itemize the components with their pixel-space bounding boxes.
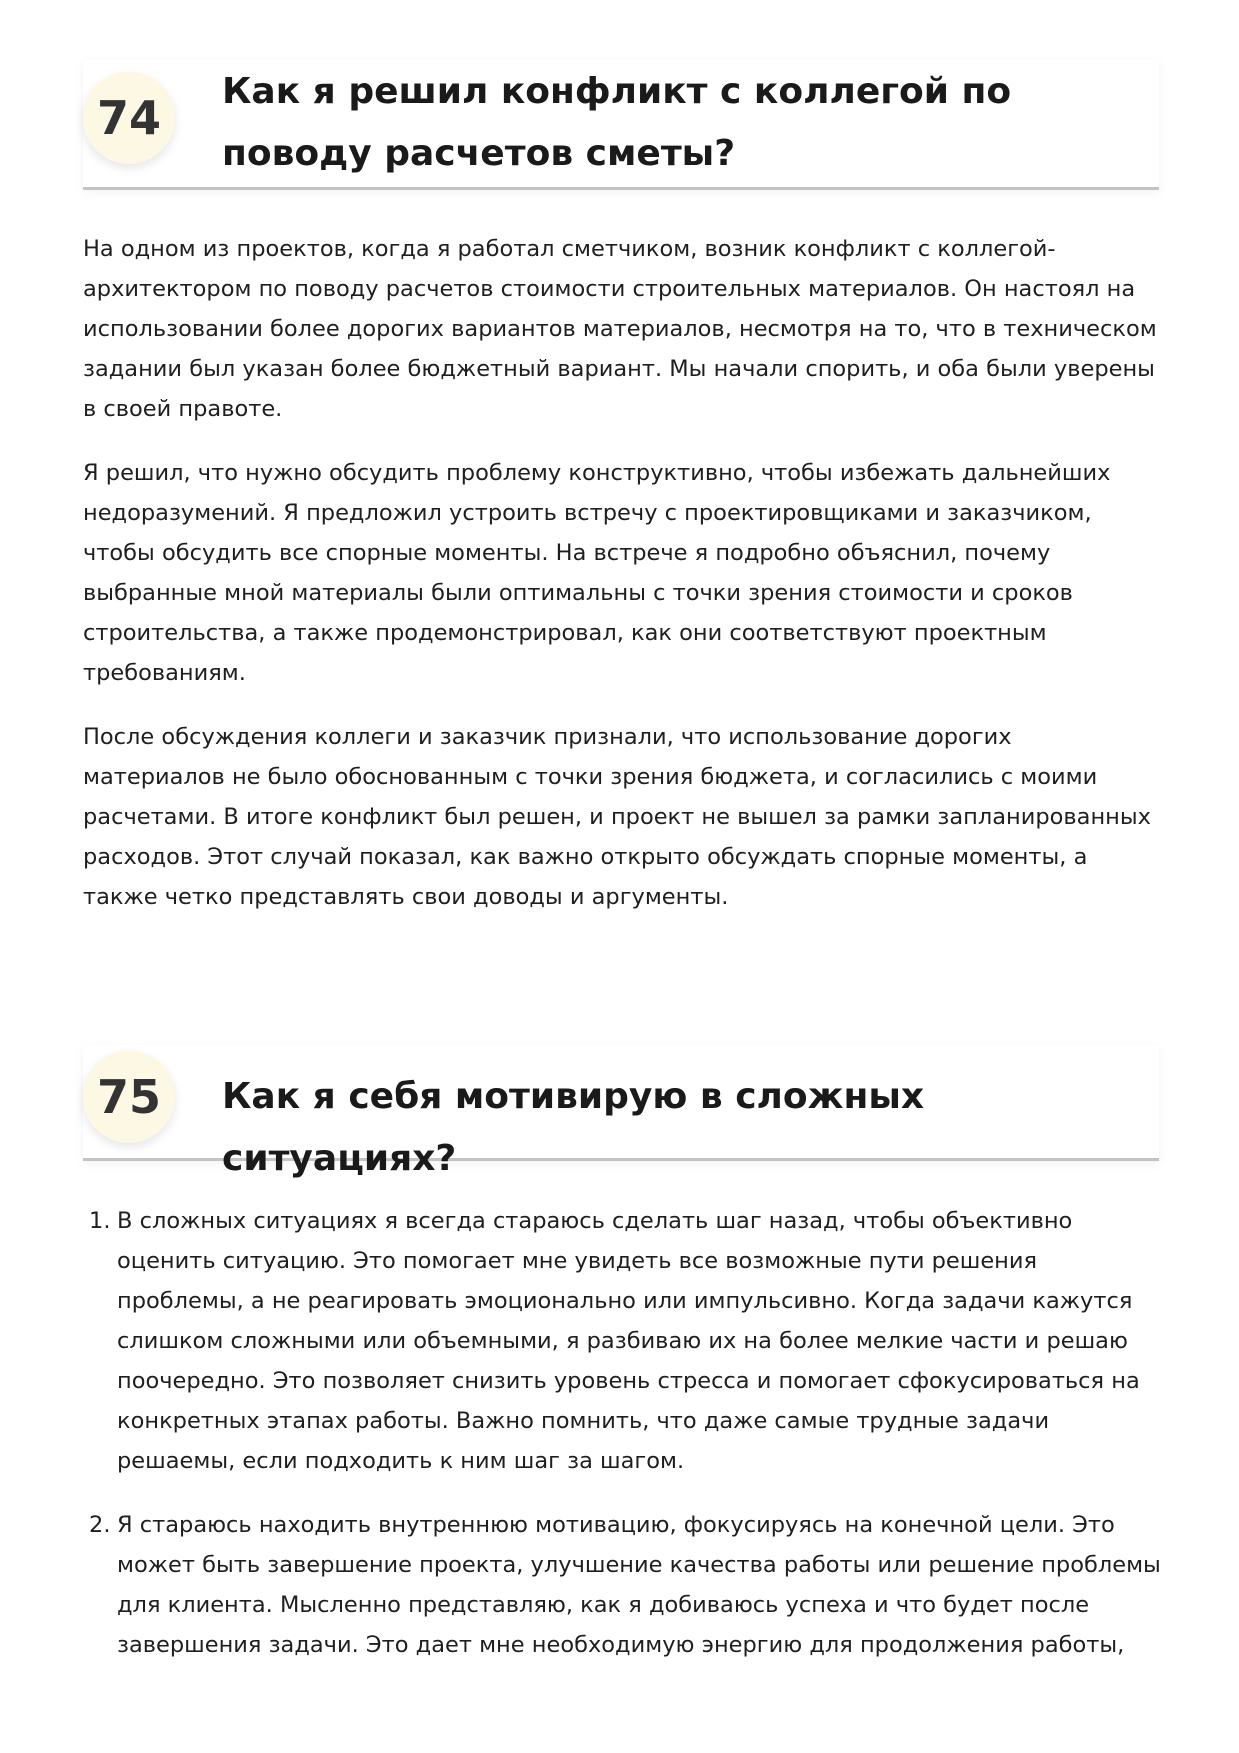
list-item: [89, 1201, 1162, 1481]
answer-list: [89, 1201, 1162, 1665]
list-item-text: В сложных ситуациях я всегда стараюсь сделать шаг назад, чтобы объективно оценить ситуацию. Это помогает мне увидеть все возможные пути решения проблемы, а не реагировать эмоционально или импульсивно. Когда задачи кажутся слишком сложными или объемными, я разбиваю их на более мелкие части и решаю поочередно. Это позволяет снизить уровень стресса и помогает сфокусироваться на конкретных этапах работы. Важно помнить, что даже самые трудные задачи решаемы, если подходить к ним шаг за шагом.: [117, 1208, 1140, 1474]
question-74-body: [83, 229, 1159, 917]
question-header: [83, 60, 1159, 190]
question-header: [83, 1045, 1159, 1179]
list-marker: 1.: [89, 1208, 111, 1234]
question-74-header: [83, 60, 1159, 190]
list-item-text: Я стараюсь находить внутреннюю мотивацию, фокусируясь на конечной цели. Это может быть завершение проекта, улучшение качества работы или решение проблемы для клиента. Мысленно представляю, как я добиваюсь успеха и что будет после завершения задачи. Это дает мне необходимую энергию для продолжения работы,: [117, 1512, 1161, 1658]
question-75-header: [83, 1045, 1159, 1179]
question-title: Как я решил конфликт с коллегой по поводу расчетов сметы?: [222, 71, 1012, 174]
question-title: Как я себя мотивирую в сложных ситуациях?: [222, 1076, 925, 1179]
question-number-badge: 74: [83, 72, 175, 164]
list-marker: 2.: [89, 1512, 111, 1538]
answer-paragraph: На одном из проектов, когда я работал сметчиком, возник конфликт с коллегой-архитектором по поводу расчетов стоимости строительных материалов. Он настоял на использовании более дорогих вариантов материалов, несмотря на то, что в техническом задании был указан более бюджетный вариант. Мы начали спорить, и оба были уверены в своей правоте.: [83, 236, 1157, 422]
question-number-badge: 75: [83, 1051, 175, 1143]
answer-paragraph: Я решил, что нужно обсудить проблему конструктивно, чтобы избежать дальнейших недоразумений. Я предложил устроить встречу с проектировщиками и заказчиком, чтобы обсудить все спорные моменты. На встрече я подробно объяснил, почему выбранные мной материалы были оптимальны с точки зрения стоимости и сроков строительства, а также продемонстрировал, как они соответствуют проектным требованиям.: [83, 460, 1111, 686]
answer-paragraph: После обсуждения коллеги и заказчик признали, что использование дорогих материалов не было обоснованным с точки зрения бюджета, и согласились с моими расчетами. В итоге конфликт был решен, и проект не вышел за рамки запланированных расходов. Этот случай показал, как важно открыто обсуждать спорные моменты, а также четко представлять свои доводы и аргументы.: [83, 724, 1151, 910]
list-item: [89, 1505, 1162, 1665]
